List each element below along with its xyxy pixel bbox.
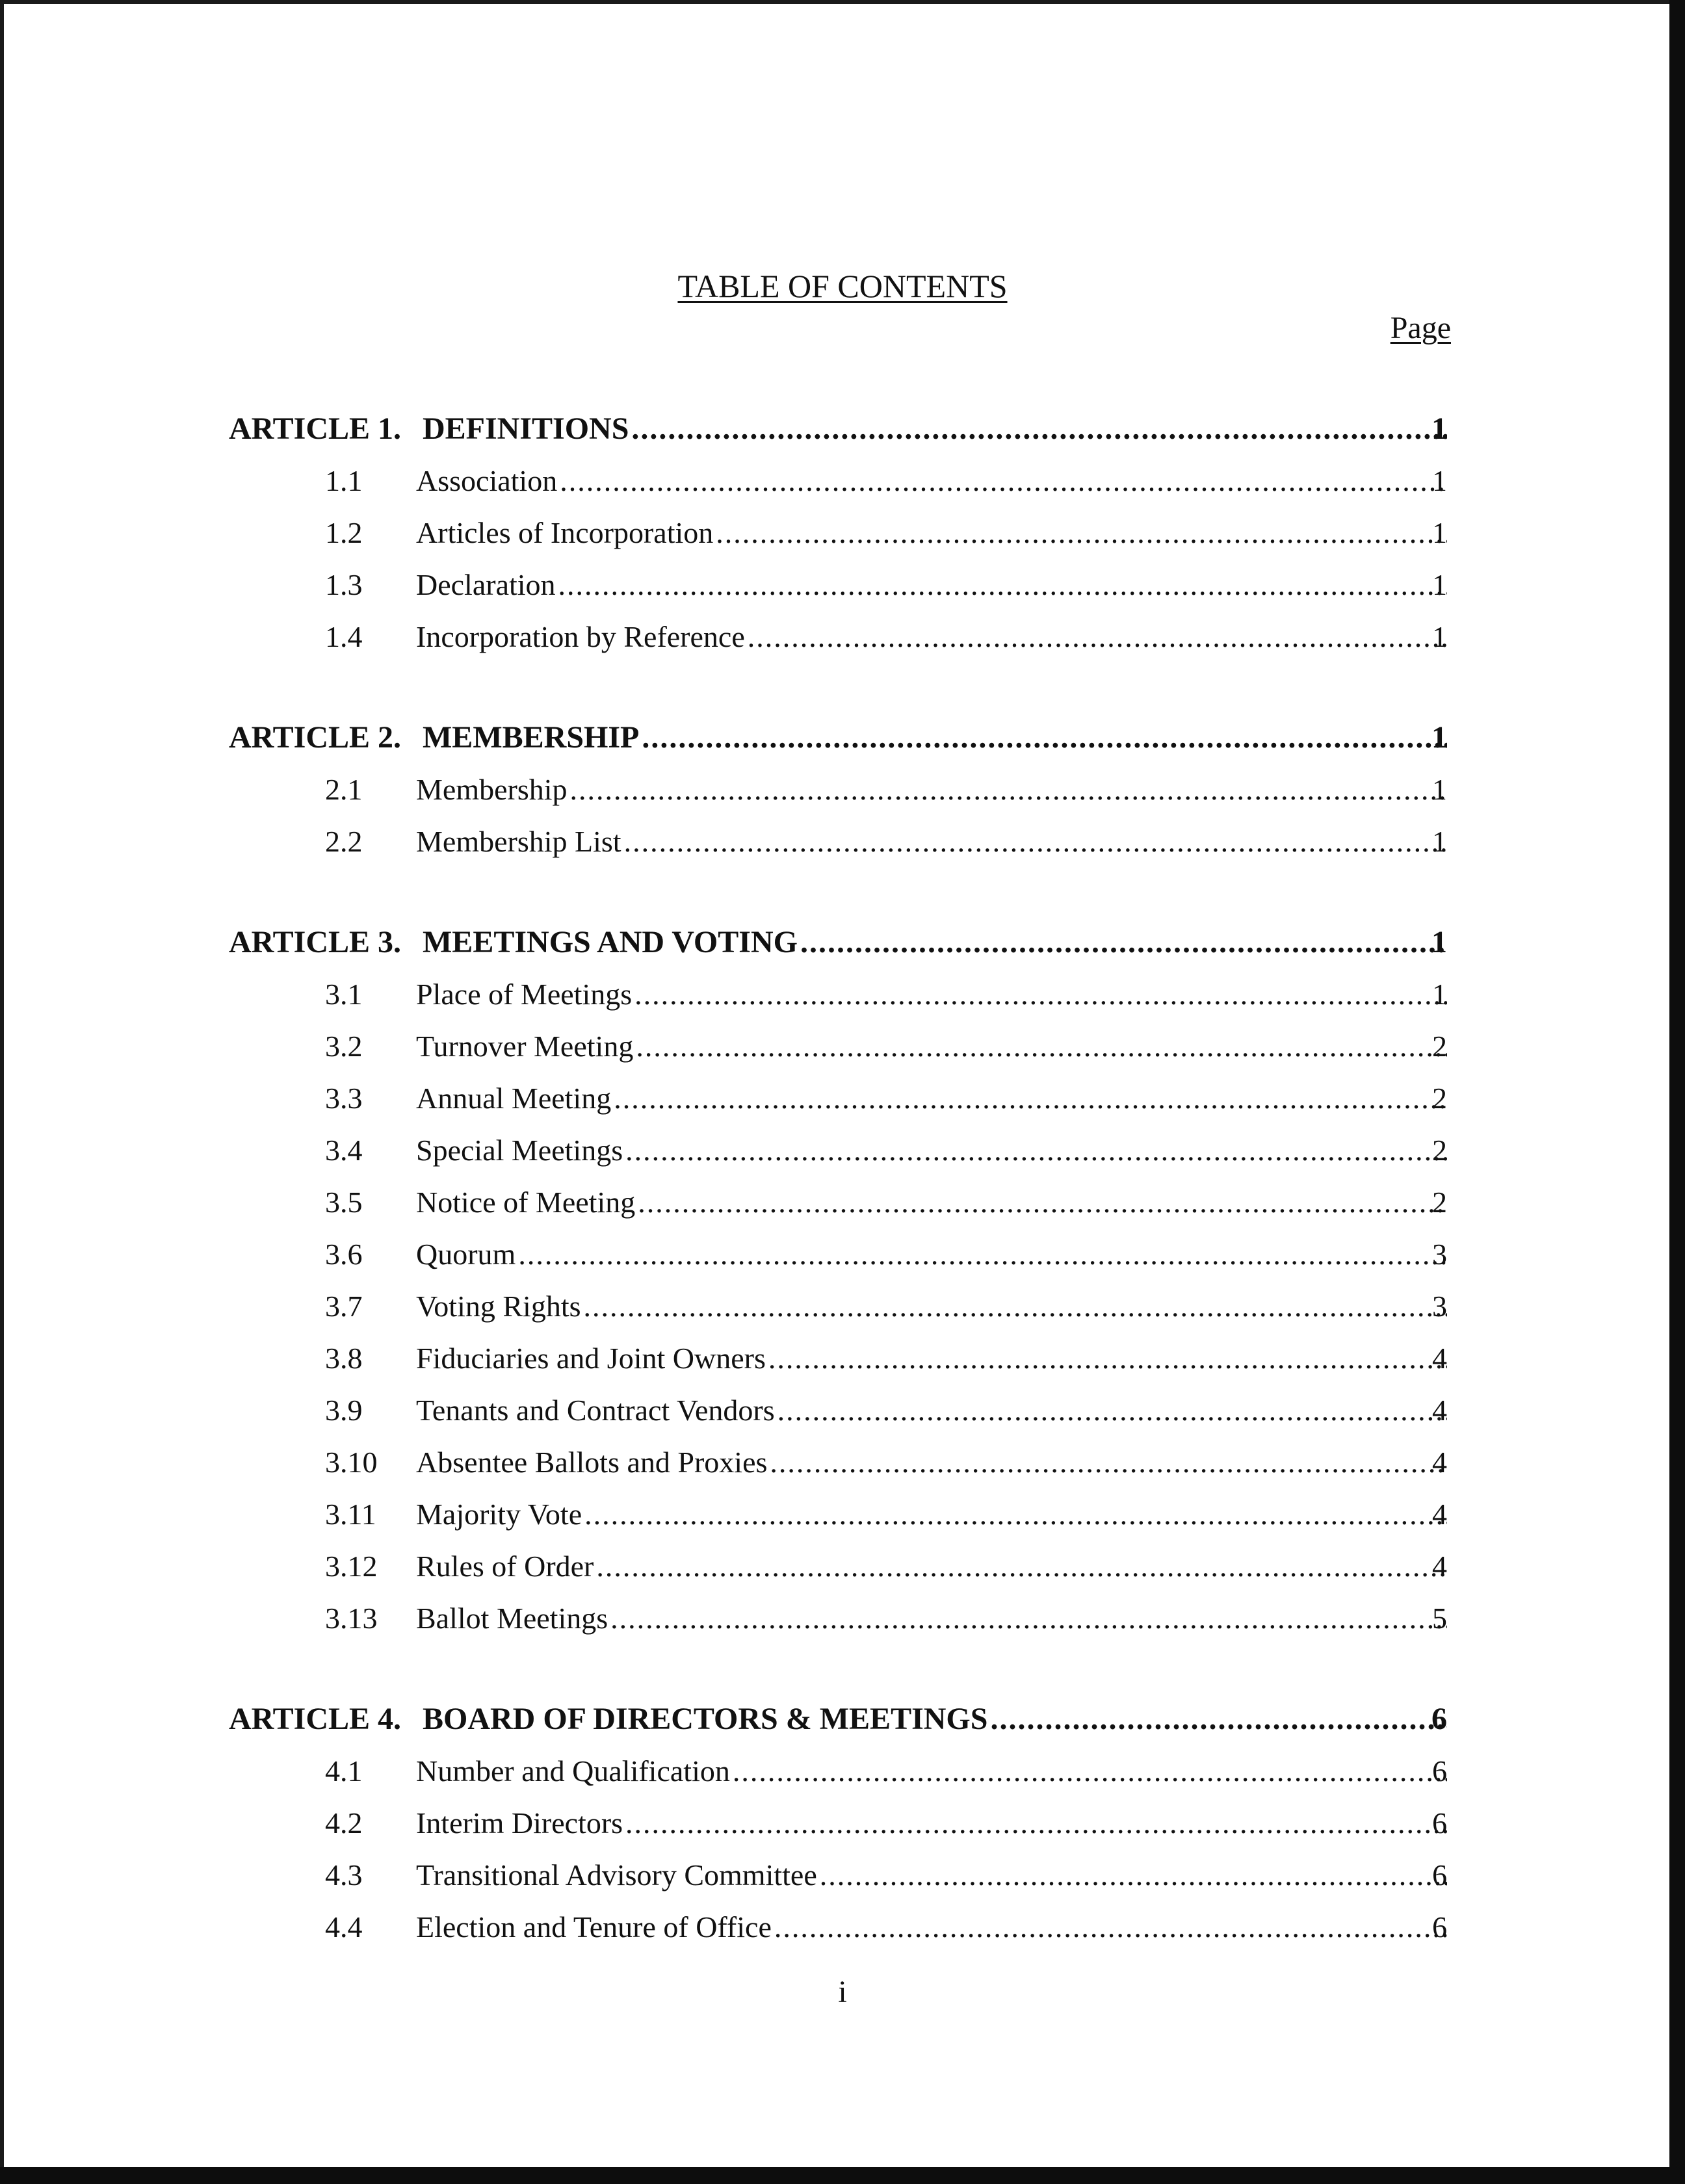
toc-number: 3.1 [325, 978, 363, 1011]
leader-dots [631, 410, 1447, 448]
leader-dots [625, 1131, 1447, 1170]
page-number-footer: i [838, 1975, 847, 2009]
toc-page: 6 [1432, 1910, 1447, 1944]
leader-dots [777, 1391, 1447, 1430]
toc-section-3-5 [0, 1183, 1685, 1222]
leader-dots [990, 1700, 1447, 1739]
toc-article-1 [0, 410, 1685, 448]
toc-page: 6 [1432, 1754, 1447, 1788]
toc-section-2-1 [0, 770, 1685, 809]
toc-page: 4 [1432, 1498, 1447, 1531]
toc-page: 3 [1432, 1290, 1447, 1323]
toc-section-4-4 [0, 1908, 1685, 1947]
toc-number: ARTICLE 2. [229, 720, 402, 755]
leader-dots [768, 1339, 1447, 1378]
toc-section-1-1 [0, 462, 1685, 500]
leader-dots [560, 462, 1447, 500]
toc-page: 2 [1432, 1186, 1447, 1219]
toc-title: TABLE OF CONTENTS [677, 268, 1008, 304]
leader-dots [584, 1495, 1447, 1534]
toc-article-3 [0, 923, 1685, 962]
toc-section-3-7 [0, 1287, 1685, 1326]
toc-number: 1.2 [325, 516, 363, 549]
toc-page: 6 [1432, 1806, 1447, 1840]
toc-section-3-1 [0, 975, 1685, 1014]
toc-section-1-3 [0, 566, 1685, 604]
toc-section-3-13 [0, 1599, 1685, 1638]
toc-number: 4.3 [325, 1858, 363, 1892]
toc-section-1-2 [0, 514, 1685, 552]
toc-number: ARTICLE 1. [229, 411, 402, 446]
toc-number: 3.7 [325, 1290, 363, 1323]
toc-number: 3.3 [325, 1082, 363, 1115]
toc-number: 3.9 [325, 1394, 363, 1427]
toc-label: MEMBERSHIP [423, 720, 640, 755]
toc-page: 2 [1432, 1134, 1447, 1167]
toc-page: 4 [1432, 1550, 1447, 1583]
toc-section-3-12 [0, 1547, 1685, 1586]
toc-section-2-2 [0, 822, 1685, 861]
toc-section-4-1 [0, 1752, 1685, 1791]
toc-page: 1 [1431, 925, 1447, 959]
leader-dots [770, 1443, 1447, 1482]
toc-label: Declaration [416, 568, 556, 601]
toc-page: 1 [1432, 568, 1447, 601]
leader-dots [518, 1235, 1447, 1274]
toc-section-1-4 [0, 618, 1685, 656]
toc-number: 3.13 [325, 1602, 378, 1635]
toc-number: 2.1 [325, 773, 363, 806]
toc-label: Quorum [416, 1238, 516, 1271]
toc-page: 4 [1432, 1446, 1447, 1479]
page-column-header: Page [1390, 311, 1451, 345]
leader-dots [584, 1287, 1448, 1326]
leader-dots [774, 1908, 1447, 1947]
toc-number: 4.1 [325, 1754, 363, 1788]
toc-section-3-11 [0, 1495, 1685, 1534]
toc-number: 3.2 [325, 1030, 363, 1063]
toc-label: Election and Tenure of Office [416, 1910, 772, 1944]
toc-label: Membership [416, 773, 568, 806]
scan-border-bottom [0, 2167, 1685, 2184]
toc-number: 4.2 [325, 1806, 363, 1840]
toc-label: Number and Qualification [416, 1754, 730, 1788]
toc-page: 4 [1432, 1342, 1447, 1375]
toc-page: 2 [1432, 1030, 1447, 1063]
toc-article-2 [0, 718, 1685, 757]
toc-number: ARTICLE 4. [229, 1702, 402, 1736]
toc-page: 4 [1432, 1394, 1447, 1427]
leader-dots [610, 1599, 1447, 1638]
toc-section-3-6 [0, 1235, 1685, 1274]
toc-label: Absentee Ballots and Proxies [416, 1446, 768, 1479]
toc-number: 1.1 [325, 464, 363, 497]
toc-label: Rules of Order [416, 1550, 594, 1583]
toc-label: Ballot Meetings [416, 1602, 608, 1635]
leader-dots [596, 1547, 1447, 1586]
toc-number: 2.2 [325, 825, 363, 858]
toc-article-4 [0, 1700, 1685, 1739]
toc-number: 1.4 [325, 620, 363, 653]
leader-dots [614, 1079, 1447, 1118]
toc-page: 1 [1432, 825, 1447, 858]
toc-page: 1 [1432, 773, 1447, 806]
leader-dots [716, 514, 1447, 552]
toc-page: 2 [1432, 1082, 1447, 1115]
toc-page: 5 [1432, 1602, 1447, 1635]
toc-label: Interim Directors [416, 1806, 623, 1840]
toc-label: Transitional Advisory Committee [416, 1858, 817, 1892]
toc-page: 1 [1431, 411, 1447, 446]
toc-page: 6 [1431, 1702, 1447, 1736]
toc-label: Articles of Incorporation [416, 516, 714, 549]
toc-page: 1 [1432, 978, 1447, 1011]
toc-label: Notice of Meeting [416, 1186, 636, 1219]
toc-section-3-3 [0, 1079, 1685, 1118]
toc-number: ARTICLE 3. [229, 925, 402, 959]
toc-label: MEETINGS AND VOTING [423, 925, 798, 959]
toc-page: 6 [1432, 1858, 1447, 1892]
toc-label: Membership List [416, 825, 621, 858]
leader-dots [625, 1804, 1447, 1843]
toc-label: Tenants and Contract Vendors [416, 1394, 775, 1427]
toc-section-3-8 [0, 1339, 1685, 1378]
toc-page: 1 [1432, 620, 1447, 653]
toc-section-3-9 [0, 1391, 1685, 1430]
toc-number: 3.5 [325, 1186, 363, 1219]
toc-number: 3.8 [325, 1342, 363, 1375]
toc-label: Voting Rights [416, 1290, 581, 1323]
toc-label: BOARD OF DIRECTORS & MEETINGS [423, 1702, 988, 1736]
toc-label: Incorporation by Reference [416, 620, 745, 653]
scan-border-top [0, 0, 1685, 4]
toc-label: Place of Meetings [416, 978, 633, 1011]
leader-dots [634, 975, 1447, 1014]
toc-number: 3.4 [325, 1134, 363, 1167]
toc-number: 3.10 [325, 1446, 378, 1479]
leader-dots [624, 822, 1447, 861]
toc-number: 1.3 [325, 568, 363, 601]
leader-dots [636, 1027, 1447, 1066]
toc-section-3-4 [0, 1131, 1685, 1170]
toc-number: 4.4 [325, 1910, 363, 1944]
toc-number: 3.11 [325, 1498, 376, 1531]
leader-dots [820, 1856, 1447, 1895]
toc-page: 1 [1432, 516, 1447, 549]
toc-label: DEFINITIONS [423, 411, 629, 446]
leader-dots [570, 770, 1447, 809]
toc-label: Majority Vote [416, 1498, 582, 1531]
toc-label: Special Meetings [416, 1134, 623, 1167]
leader-dots [642, 718, 1447, 757]
toc-section-3-10 [0, 1443, 1685, 1482]
leader-dots [733, 1752, 1447, 1791]
toc-number: 3.6 [325, 1238, 363, 1271]
leader-dots [558, 566, 1447, 604]
toc-number: 3.12 [325, 1550, 378, 1583]
toc-section-4-3 [0, 1856, 1685, 1895]
toc-page: 3 [1432, 1238, 1447, 1271]
toc-section-3-2 [0, 1027, 1685, 1066]
toc-page: 1 [1432, 464, 1447, 497]
toc-label: Turnover Meeting [416, 1030, 634, 1063]
toc-section-4-2 [0, 1804, 1685, 1843]
leader-dots [748, 618, 1447, 656]
toc-label: Fiduciaries and Joint Owners [416, 1342, 766, 1375]
leader-dots [638, 1183, 1447, 1222]
leader-dots [800, 923, 1447, 962]
toc-page: 1 [1431, 720, 1447, 755]
toc-label: Annual Meeting [416, 1082, 612, 1115]
toc-label: Association [416, 464, 558, 497]
